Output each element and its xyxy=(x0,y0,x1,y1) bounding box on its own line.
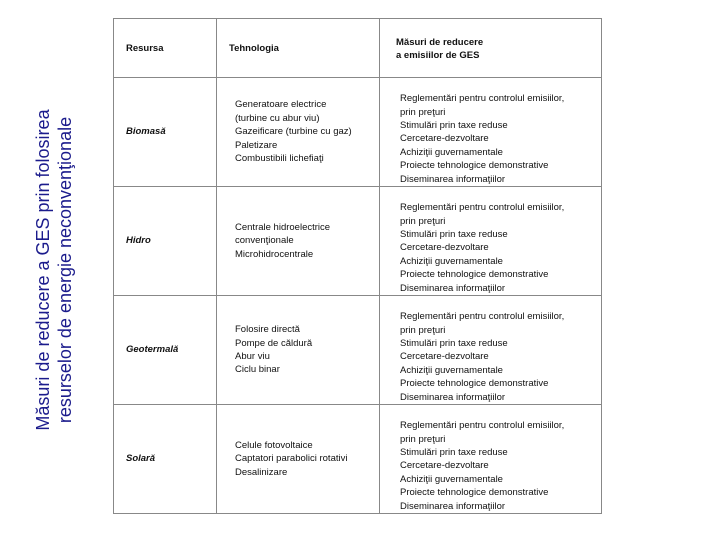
technology-item: convenţionale xyxy=(235,235,294,247)
measure-item: Proiecte tehnologice demonstrative xyxy=(400,378,549,390)
measure-item: Stimulări prin taxe reduse xyxy=(400,446,508,458)
measure-item: Proiecte tehnologice demonstrative xyxy=(400,160,549,172)
side-title-text xyxy=(32,109,76,430)
measures-cell xyxy=(380,78,602,187)
header-measures-line-2: a emisiilor de GES xyxy=(396,50,480,61)
measure-item: Achiziţii guvernamentale xyxy=(400,473,503,485)
measure-item: prin preţuri xyxy=(400,106,446,118)
technology-item: Captatori parabolici rotativi xyxy=(235,453,348,465)
technology-item: Ciclu binar xyxy=(235,364,280,376)
measure-item: Reglementări pentru controlul emisiilor, xyxy=(400,420,565,432)
technology-item: Desalinizare xyxy=(235,466,288,478)
measure-item: prin preţuri xyxy=(400,215,446,227)
side-title xyxy=(24,0,84,540)
measure-item: Diseminarea informaţiilor xyxy=(400,391,506,403)
measure-item: Cercetare-dezvoltare xyxy=(400,242,489,254)
measure-item: Achiziţii guvernamentale xyxy=(400,146,503,158)
table-row xyxy=(114,296,602,405)
technology-cell xyxy=(217,187,380,296)
measure-item: Proiecte tehnologice demonstrative xyxy=(400,269,549,281)
measure-item: prin preţuri xyxy=(400,433,446,445)
table-body xyxy=(114,78,602,514)
resource-cell: Solară xyxy=(114,405,217,514)
measure-item: Stimulări prin taxe reduse xyxy=(400,337,508,349)
measure-item: Diseminarea informaţiilor xyxy=(400,282,506,294)
technology-item: (turbine cu abur viu) xyxy=(235,112,320,124)
measure-item: Cercetare-dezvoltare xyxy=(400,460,489,472)
technology-item: Generatoare electrice xyxy=(235,99,327,111)
table-row xyxy=(114,405,602,514)
technology-cell xyxy=(217,405,380,514)
technology-item: Microhidrocentrale xyxy=(235,248,314,260)
side-title-line-1: Măsuri de reducere a GES prin folosirea xyxy=(33,109,53,431)
side-title-line-2: resurselor de energie neconvenţionale xyxy=(55,116,75,424)
resource-cell: Geotermală xyxy=(114,296,217,405)
measures-cell xyxy=(380,405,602,514)
measure-item: Achiziţii guvernamentale xyxy=(400,255,503,267)
technology-item: Pompe de căldură xyxy=(235,337,313,349)
technology-item: Gazeificare (turbine cu gaz) xyxy=(235,126,352,138)
table-row xyxy=(114,187,602,296)
resource-cell: Biomasă xyxy=(114,78,217,187)
measure-item: Diseminarea informaţiilor xyxy=(400,500,506,512)
technology-cell xyxy=(217,296,380,405)
measures-table xyxy=(113,18,602,514)
measure-item: Reglementări pentru controlul emisiilor, xyxy=(400,311,565,323)
header-resource: Resursa xyxy=(114,19,217,78)
measure-item: Reglementări pentru controlul emisiilor, xyxy=(400,93,565,105)
resource-cell: Hidro xyxy=(114,187,217,296)
table-row xyxy=(114,78,602,187)
measures-cell xyxy=(380,296,602,405)
technology-item: Abur viu xyxy=(235,351,270,362)
header-measures xyxy=(380,19,602,78)
technology-item: Celule fotovoltaice xyxy=(235,439,313,451)
technology-item: Paletizare xyxy=(235,139,278,151)
header-technology: Tehnologia xyxy=(217,19,380,78)
measure-item: Stimulări prin taxe reduse xyxy=(400,119,508,131)
measure-item: Reglementări pentru controlul emisiilor, xyxy=(400,202,565,214)
measure-item: Stimulări prin taxe reduse xyxy=(400,228,508,240)
measure-item: Diseminarea informaţiilor xyxy=(400,173,506,185)
measure-item: prin preţuri xyxy=(400,324,446,336)
technology-item: Combustibili lichefiaţi xyxy=(235,153,324,165)
measure-item: Cercetare-dezvoltare xyxy=(400,351,489,363)
measure-item: Achiziţii guvernamentale xyxy=(400,364,503,376)
technology-cell xyxy=(217,78,380,187)
header-measures-line-1: Măsuri de reducere xyxy=(396,36,484,48)
technology-item: Folosire directă xyxy=(235,324,300,336)
measure-item: Proiecte tehnologice demonstrative xyxy=(400,487,549,499)
measure-item: Cercetare-dezvoltare xyxy=(400,133,489,145)
technology-item: Centrale hidroelectrice xyxy=(235,221,331,233)
measures-cell xyxy=(380,187,602,296)
table-header-row xyxy=(114,19,602,78)
